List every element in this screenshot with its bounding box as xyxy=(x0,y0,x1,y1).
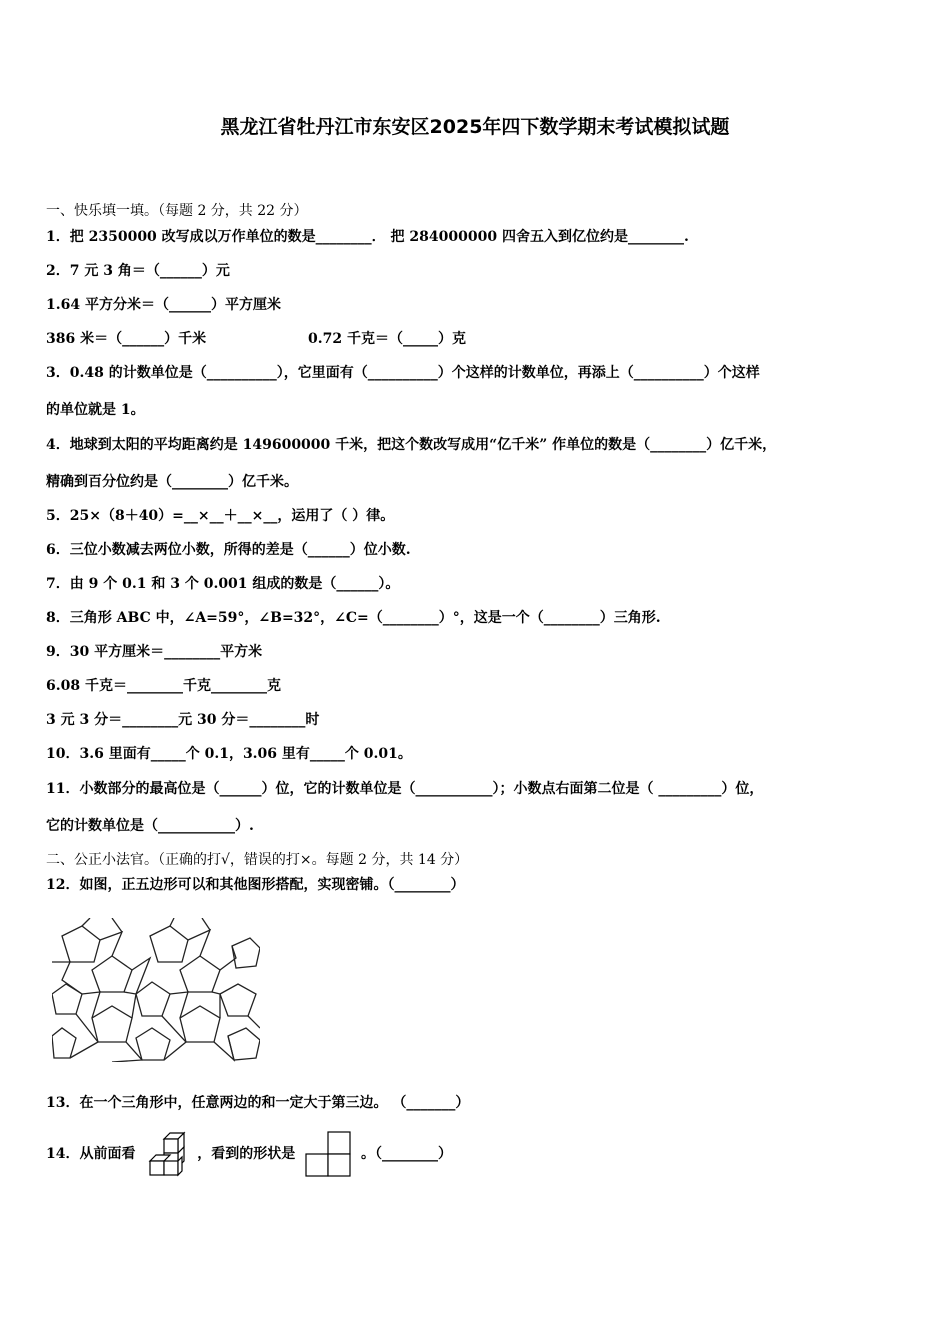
question-9c: 3 元 3 分＝________元 30 分＝________时 xyxy=(46,712,320,728)
question-14-part3: 。（________） xyxy=(360,1146,452,1162)
question-2a: 2．7 元 3 角＝（______）元 xyxy=(46,263,230,279)
question-5: 5．25×（8＋40）=__×__＋__×__，运用了（ ）律。 xyxy=(46,508,395,524)
question-1: 1．把 2350000 改写成以万作单位的数是________． 把 284000000 四舍五入到亿位约是________. xyxy=(46,229,689,245)
question-10: 10．3.6 里面有_____个 0.1，3.06 里有_____个 0.01。 xyxy=(46,746,412,762)
question-4b: 精确到百分位约是（________）亿千米。 xyxy=(46,474,298,490)
question-2c xyxy=(46,330,466,348)
question-6: 6．三位小数减去两位小数，所得的差是（______）位小数. xyxy=(46,542,411,558)
question-4a: 4．地球到太阳的平均距离约是 149600000 千米，把这个数改写成用“亿千米” 作单位的数是（________）亿千米， xyxy=(46,437,777,453)
front-view-shape-figure xyxy=(304,1130,352,1178)
question-7: 7．由 9 个 0.1 和 3 个 0.001 组成的数是（______）。 xyxy=(46,576,400,592)
question-14-part2: ，看到的形状是 xyxy=(197,1146,296,1162)
question-3a: 3．0.48 的计数单位是（__________），它里面有（__________）个这样的计数单位，再添上（__________）个这样 xyxy=(46,365,760,381)
question-8: 8．三角形 ABC 中，∠A=59°，∠B=32°，∠C=（________）°，这是一个（________）三角形. xyxy=(46,610,661,626)
question-14 xyxy=(46,1128,452,1180)
question-2b: 1.64 平方分米＝（______）平方厘米 xyxy=(46,297,281,313)
question-9b: 6.08 千克＝________千克________克 xyxy=(46,678,281,694)
stacked-cubes-figure xyxy=(144,1131,188,1177)
question-3b: 的单位就是 1。 xyxy=(46,402,145,418)
section-1-heading: 一、快乐填一填。（每题 2 分，共 22 分） xyxy=(46,203,308,219)
question-12: 12．如图，正五边形可以和其他图形搭配，实现密铺。（________） xyxy=(46,877,465,893)
question-2c-part1: 386 米＝（______）千米 xyxy=(46,331,207,347)
question-13: 13．在一个三角形中，任意两边的和一定大于第三边。 （_______） xyxy=(46,1095,470,1111)
question-9a: 9．30 平方厘米＝________平方米 xyxy=(46,644,263,660)
pentagon-tiling-figure xyxy=(52,918,260,1062)
section-2-heading: 二、公正小法官。（正确的打√，错误的打×。每题 2 分，共 14 分） xyxy=(46,852,469,868)
question-2c-part2: 0.72 千克＝（_____）克 xyxy=(308,331,466,347)
question-14-part1: 14．从前面看 xyxy=(46,1146,136,1162)
question-11b: 它的计数单位是（___________）. xyxy=(46,818,254,834)
question-11a: 11．小数部分的最高位是（______）位，它的计数单位是（___________）；小数点右面第二位是（ _________）位， xyxy=(46,781,764,797)
page-title: 黑龙江省牡丹江市东安区2025年四下数学期末考试模拟试题 xyxy=(220,116,730,138)
